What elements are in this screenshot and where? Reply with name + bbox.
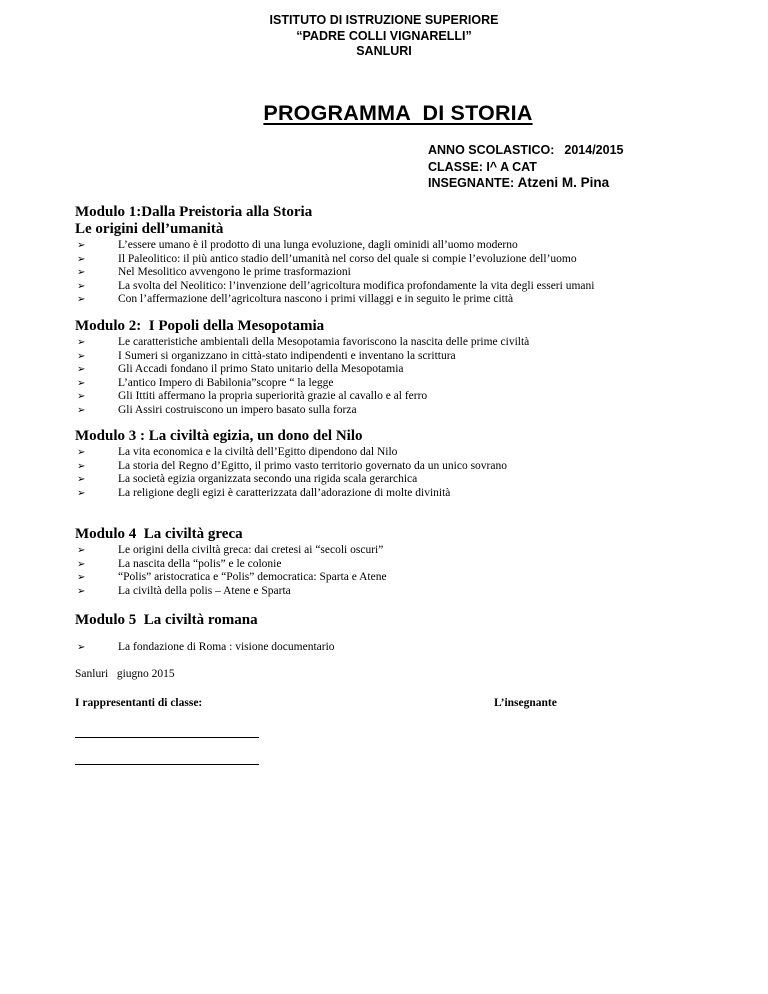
arrow-bullet-icon: ➢ xyxy=(77,585,86,597)
arrow-bullet-icon: ➢ xyxy=(77,280,86,292)
class-representatives-label: I rappresentanti di classe: xyxy=(75,697,203,709)
list-item: ➢ La religione degli egizi è caratterizzata dall’adorazione di molte divinità xyxy=(77,486,451,499)
list-item: ➢ La civiltà della polis – Atene e Sparta xyxy=(77,584,291,597)
teacher-row xyxy=(428,175,623,192)
list-item: ➢ Con l’affermazione dell’agricoltura nascono i primi villaggi e in seguito le prime città xyxy=(77,293,514,306)
course-info xyxy=(428,142,623,192)
arrow-bullet-icon: ➢ xyxy=(77,558,86,570)
class-row: CLASSE: I^ A CAT xyxy=(428,159,537,174)
arrow-bullet-icon: ➢ xyxy=(77,460,86,472)
school-year-label: ANNO SCOLASTICO: xyxy=(428,143,555,157)
module-title: Modulo 4 La civiltà greca xyxy=(75,526,243,542)
arrow-bullet-icon: ➢ xyxy=(77,267,86,279)
list-item: ➢ “Polis” aristocratica e “Polis” democratica: Sparta e Atene xyxy=(77,571,387,584)
module-4 xyxy=(75,526,387,598)
list-item: ➢ Gli Accadi fondano il primo Stato unitario della Mesopotamia xyxy=(77,363,404,376)
module-topic-list xyxy=(75,239,594,307)
arrow-bullet-icon: ➢ xyxy=(77,391,86,403)
school-line-1: ISTITUTO DI ISTRUZIONE SUPERIORE xyxy=(269,13,499,27)
school-line-2: “PADRE COLLI VIGNARELLI” xyxy=(296,28,472,43)
signature-line-2 xyxy=(75,764,259,765)
list-item: ➢ Gli Assiri costruiscono un impero basato sulla forza xyxy=(77,403,357,416)
arrow-bullet-icon: ➢ xyxy=(77,404,86,416)
arrow-bullet-icon: ➢ xyxy=(77,240,86,251)
list-item: ➢ La società egizia organizzata secondo una rigida scala gerarchica xyxy=(77,473,418,486)
arrow-bullet-icon: ➢ xyxy=(77,253,86,265)
teacher-name: Atzeni M. Pina xyxy=(517,175,610,190)
signature-line-1 xyxy=(75,737,259,738)
arrow-bullet-icon: ➢ xyxy=(77,337,86,348)
module-1 xyxy=(75,204,594,307)
module-topic-list xyxy=(75,641,335,655)
module-title: Modulo 5 La civiltà romana xyxy=(75,612,258,628)
arrow-bullet-icon: ➢ xyxy=(77,642,86,653)
arrow-bullet-icon: ➢ xyxy=(77,350,86,362)
module-2 xyxy=(75,318,529,418)
arrow-bullet-icon: ➢ xyxy=(77,377,86,389)
list-item: ➢ La vita economica e la civiltà dell’Egitto dipendono dal Nilo xyxy=(77,446,398,458)
module-5 xyxy=(75,612,335,655)
list-item: ➢ La fondazione di Roma : visione documentario xyxy=(77,641,335,653)
module-title: Modulo 3 : La civiltà egizia, un dono del Nilo xyxy=(75,428,363,444)
school-line-3: SANLURI xyxy=(356,44,412,58)
document-title: PROGRAMMA DI STORIA xyxy=(263,101,533,125)
list-item: ➢ La storia del Regno d’Egitto, il primo vasto territorio governato da un unico sovrano xyxy=(77,459,507,472)
module-title: Modulo 2: I Popoli della Mesopotamia xyxy=(75,318,325,334)
arrow-bullet-icon: ➢ xyxy=(77,545,86,556)
school-year-row xyxy=(428,142,623,159)
list-item: ➢ Le origini della civiltà greca: dai cretesi ai “secoli oscuri” xyxy=(77,544,384,556)
list-item: ➢ Nel Mesolitico avvengono le prime trasformazioni xyxy=(77,266,351,279)
module-topic-list xyxy=(75,446,507,500)
list-item: ➢ I Sumeri si organizzano in città-stato indipendenti e inventano la scrittura xyxy=(77,349,456,362)
list-item: ➢ L’essere umano è il prodotto di una lunga evoluzione, dagli ominidi all’uomo moderno xyxy=(77,239,518,251)
school-header xyxy=(0,13,768,60)
module-subtitle: Le origini dell’umanità xyxy=(75,221,224,237)
module-topic-list xyxy=(75,336,529,418)
list-item: ➢ La svolta del Neolitico: l’invenzione dell’agricoltura modifica profondamente la vita degli esseri umani xyxy=(77,279,595,292)
arrow-bullet-icon: ➢ xyxy=(77,364,86,376)
module-3 xyxy=(75,428,507,500)
arrow-bullet-icon: ➢ xyxy=(77,487,86,499)
arrow-bullet-icon: ➢ xyxy=(77,572,86,584)
list-item: ➢ Gli Ittiti affermano la propria superiorità grazie al cavallo e al ferro xyxy=(77,390,428,403)
list-item: ➢ Le caratteristiche ambientali della Mesopotamia favoriscono la nascita delle prime civiltà xyxy=(77,336,530,348)
teacher-label: INSEGNANTE: xyxy=(428,176,515,190)
arrow-bullet-icon: ➢ xyxy=(77,294,86,306)
list-item: ➢ L’antico Impero di Babilonia”scopre “ la legge xyxy=(77,376,334,389)
place-date: Sanluri giugno 2015 xyxy=(75,668,175,680)
arrow-bullet-icon: ➢ xyxy=(77,447,86,458)
module-title: Modulo 1:Dalla Preistoria alla Storia xyxy=(75,204,313,220)
teacher-signature-label: L’insegnante xyxy=(494,697,557,709)
school-year-value: 2014/2015 xyxy=(564,143,624,157)
module-topic-list xyxy=(75,544,387,598)
list-item: ➢ Il Paleolitico: il più antico stadio dell’umanità nel corso del quale si compie l’evoluzione dell’uomo xyxy=(77,252,577,265)
list-item: ➢ La nascita della “polis” e le colonie xyxy=(77,557,282,570)
arrow-bullet-icon: ➢ xyxy=(77,474,86,486)
